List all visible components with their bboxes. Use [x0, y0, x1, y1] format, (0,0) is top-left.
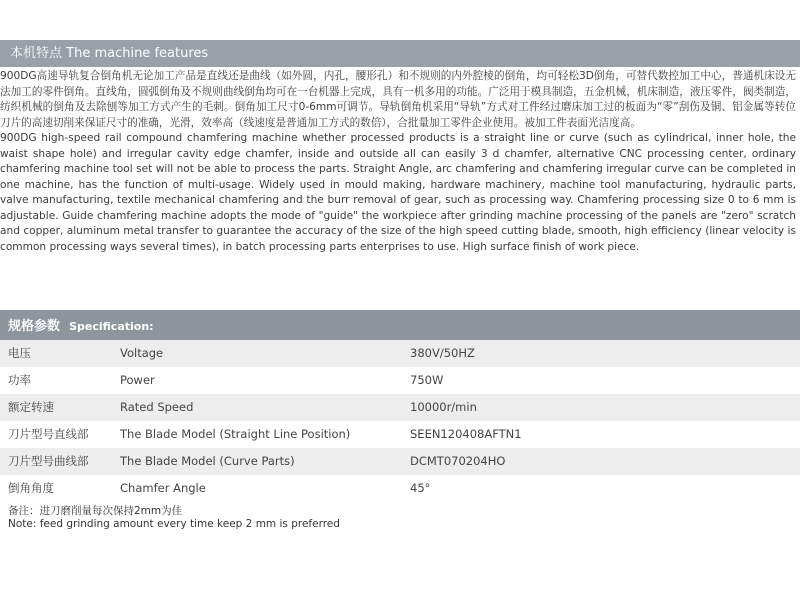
- spec-label-cn: 刀片型号曲线部: [8, 454, 89, 468]
- spec-label-cn: 倒角角度: [8, 481, 54, 495]
- spec-value: 750W: [410, 373, 444, 387]
- spec-row-power: [0, 367, 800, 394]
- spec-value: SEEN120408AFTN1: [410, 427, 522, 441]
- spec-label-cn: 刀片型号直线部: [8, 427, 89, 441]
- spec-row-blade-curve: [0, 448, 800, 475]
- spec-value: 380V/50HZ: [410, 346, 475, 360]
- specification-table: [0, 340, 800, 502]
- spec-value: 10000r/min: [410, 400, 477, 414]
- spec-label-en: Power: [120, 373, 155, 387]
- spec-row-voltage: [0, 340, 800, 367]
- spec-label-cn: 功率: [8, 373, 31, 387]
- spec-row-rated-speed: [0, 394, 800, 421]
- spec-label-en: The Blade Model (Straight Line Position): [120, 427, 351, 441]
- spec-label-en: Rated Speed: [120, 400, 194, 414]
- specification-heading-en: Specification:: [69, 320, 154, 333]
- spec-label-en: Chamfer Angle: [120, 481, 206, 495]
- spec-label-en: The Blade Model (Curve Parts): [120, 454, 295, 468]
- note-en: Note: feed grinding amount every time keep 2 mm is preferred: [8, 518, 340, 530]
- spec-row-blade-straight: [0, 421, 800, 448]
- spec-label-en: Voltage: [120, 346, 164, 360]
- note: [8, 505, 340, 531]
- note-cn: 备注：进刀磨削量每次保持2mm为佳: [8, 505, 183, 517]
- spec-label-cn: 额定转速: [8, 400, 54, 414]
- features-heading: 本机特点 The machine features: [0, 40, 800, 67]
- specification-heading-cn: 规格参数: [8, 319, 61, 334]
- specification-heading: [0, 310, 800, 340]
- features-description: [0, 69, 796, 255]
- spec-row-chamfer-angle: [0, 475, 800, 502]
- features-text-en: 900DG high-speed rail compound chamfering machine whether processed products is a straight line or curve (such as cylindrical, inner hole, the waist shape hole) and irregular cavity edge chamfer, inside and outside all can easily 3 d chamfer, alternative CNC processing center, ordinary chamfering machine tool set will not be able to process the parts. Straight Angle, arc chamfering and chamfering irregular curve can be completed in one machine, has the function of multi-usage. Widely used in mould making, hardware machinery, machine tool manufacturing, hydraulic parts, valve manufacturing, textile mechanical chamfering and the burr removal of gear, such as processing way. Chamfering processing size 0 to 6 mm is adjustable. Guide chamfering machine adopts the mode of "guide" the workpiece after grinding machine processing of the panels are "zero" scratch and copper, aluminum metal transfer to guarantee the accuracy of the size of the high speed cutting blade, smooth, high efficiency (linear velocity is common processing ways several times), in batch processing parts enterprises to use. High surface finish of work piece.: [0, 132, 796, 253]
- spec-label-cn: 电压: [8, 346, 31, 360]
- features-text-cn: 900DG高速导轨复合倒角机无论加工产品是直线还是曲线（如外圆，内孔，腰形孔）和不规则的内外腔棱的倒角，均可轻松3D倒角，可替代数控加工中心，普通机床设无法加工的零件倒角。直线角，圆弧倒角及不规则曲线倒角均可在一台机器上完成，具有一机多用的功能。广泛用于模具制造，五金机械，机床制造，液压零件，阀类制造，纺织机械的倒角及去除刨等加工方式产生的毛刺。倒角加工尺寸0-6mm可调节。导轨倒角机采用“导轨”方式对工件经过磨床加工过的板面为“零”刮伤及铜、铝金属等转位刀片的高速切削来保证尺寸的准确，光滑，效率高（线速度是普通加工方式的数倍），合批量加工零件企业使用。被加工件表面光洁度高。: [0, 70, 796, 129]
- spec-value: DCMT070204HO: [410, 454, 506, 468]
- spec-value: 45°: [410, 481, 431, 495]
